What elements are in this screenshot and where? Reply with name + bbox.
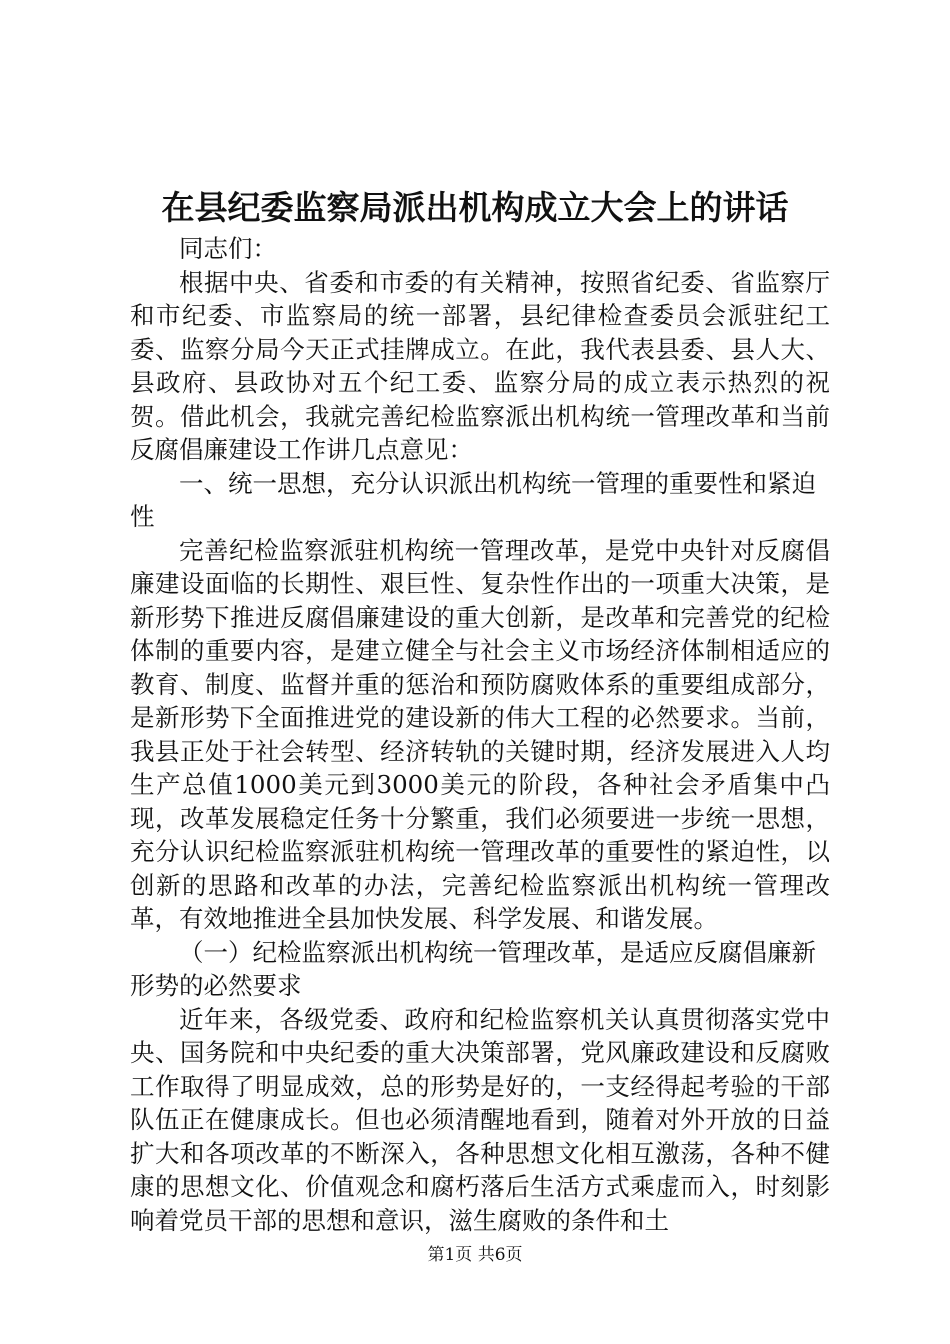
salutation: 同志们： [179,234,277,263]
paragraph-section-1: 完善纪检监察派驻机构统一管理改革，是党中央针对反腐倡廉建设面临的长期性、艰巨性、复杂性作出的一项重大决策，是新形势下推进反腐倡廉建设的重大创新，是改革和完善党的纪检体制的重要内容，是建立健全与社会主义市场经济体制相适应的教育、制度、监督并重的惩治和预防腐败体系的重要组成部分，是新形势下全面推进党的建设新的伟大工程的必然要求。当前，我县正处于社会转型、经济转轨的关键时期，经济发展进入人均生产总值1000美元到3000美元的阶段，各种社会矛盾集中凸现，改革发展稳定任务十分繁重，我们必须要进一步统一思想，充分认识纪检监察派驻机构统一管理改革的重要性的紧迫性，以创新的思路和改革的办法，完善纪检监察派出机构统一管理改革，有效地推进全县加快发展、科学发展、和谐发展。 [130,535,830,933]
paragraph-intro: 根据中央、省委和市委的有关精神，按照省纪委、省监察厅和市纪委、市监察局的统一部署，县纪律检查委员会派驻纪工委、监察分局今天正式挂牌成立。在此，我代表县委、县人大、县政府、县政协对五个纪工委、监察分局的成立表示热烈的祝贺。借此机会，我就完善纪检监察派出机构统一管理改革和当前反腐倡廉建设工作讲几点意见： [130,267,830,464]
subsection-heading-1: （一）纪检监察派出机构统一管理改革，是适应反腐倡廉新形势的必然要求 [130,937,816,1000]
document-title: 在县纪委监察局派出机构成立大会上的讲话 [161,188,789,227]
document-body [130,232,830,1237]
page-footer: 第1页 共6页 [427,1245,523,1265]
paragraph-subsection-1: 近年来，各级党委、政府和纪检监察机关认真贯彻落实党中央、国务院和中央纪委的重大决策部署，党风廉政建设和反腐败工作取得了明显成效，总的形势是好的，一支经得起考验的干部队伍正在健康成长。但也必须清醒地看到，随着对外开放的日益扩大和各项改革的不断深入，各种思想文化相互激荡，各种不健康的思想文化、价值观念和腐朽落后生活方式乘虚而入，时刻影响着党员干部的思想和意识，滋生腐败的条件和土 [130,1004,830,1235]
section-heading-1: 一、统一思想，充分认识派出机构统一管理的重要性和紧迫性 [130,468,816,531]
